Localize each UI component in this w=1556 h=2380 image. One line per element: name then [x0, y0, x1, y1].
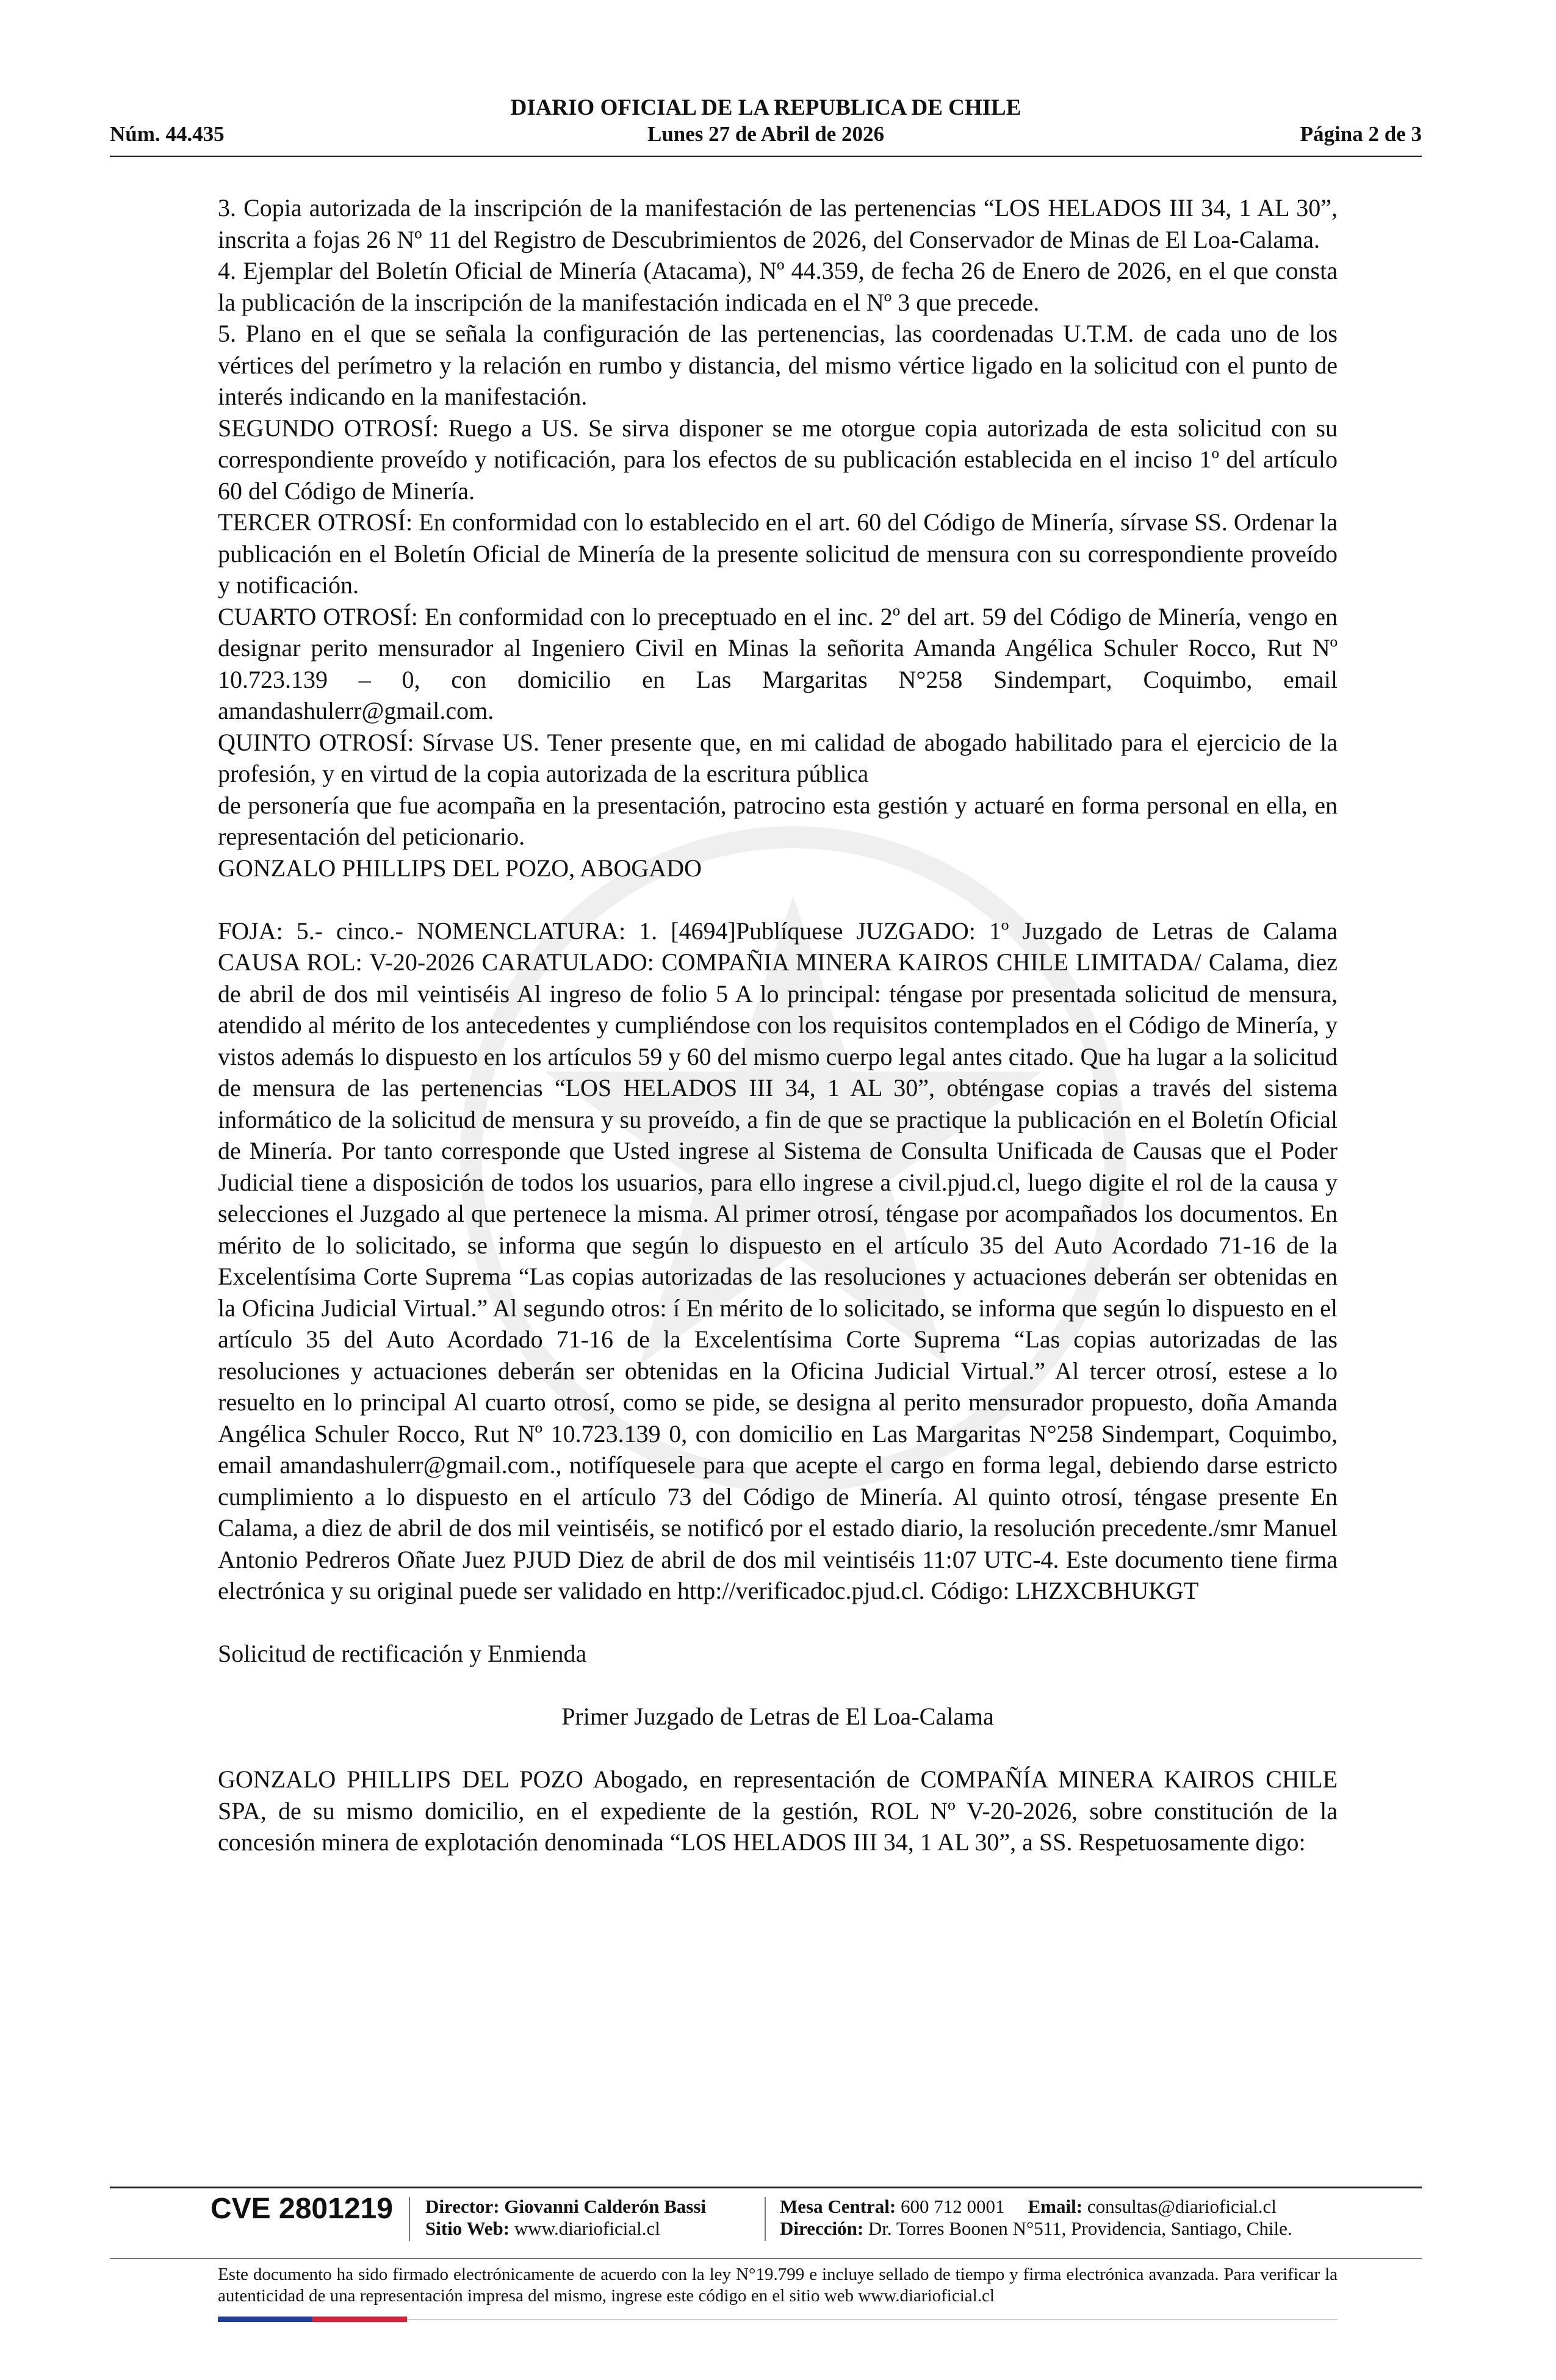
footer-director-block: [425, 2196, 706, 2240]
mesa-phone: 600 712 0001: [901, 2196, 1005, 2217]
website-link[interactable]: www.diarioficial.cl: [514, 2218, 660, 2239]
header-divider: [110, 156, 1422, 157]
page-indicator: Página 2 de 3: [1300, 122, 1422, 146]
email-label: Email:: [1028, 2196, 1083, 2217]
paragraph-item-5: 5. Plano en el que se señala la configuración de las pertenencias, las coordenadas U.T.M. de cada uno de los vértices del perímetro y la relación en rumbo y distancia, del mismo vértice ligado en la solicitud con el punto de interés indicando en la manifestación.: [218, 320, 1338, 410]
address-label: Dirección:: [780, 2218, 864, 2239]
mesa-label: Mesa Central:: [780, 2196, 896, 2217]
issue-date: Lunes 27 de Abril de 2026: [647, 122, 884, 146]
signature-line: GONZALO PHILLIPS DEL POZO, ABOGADO: [218, 854, 702, 882]
header-row: [110, 122, 1422, 153]
paragraph-personeria: de personería que fue acompaña en la presentación, patrocino esta gestión y actuaré en forma personal en ella, en representación del peticionario.: [218, 791, 1338, 850]
director-name: Giovanni Calderón Bassi: [504, 2196, 707, 2217]
footer-contact-block: [780, 2196, 1292, 2240]
footer-divider: [110, 2187, 1422, 2188]
email-link[interactable]: consultas@diarioficial.cl: [1087, 2196, 1277, 2217]
paragraph-cuarto-otrosi: CUARTO OTROSÍ: En conformidad con lo preceptuado en el inc. 2º del art. 59 del Código de Minería, vengo en designar perito mensurador al Ingeniero Civil en Minas la señorita Amanda Angélica Schuler Rocco, Rut Nº 10.723.139 – 0, con domicilio en Las Margaritas N°258 Sindempart, Coquimbo, email amandashulerr@gmail.com.: [218, 602, 1338, 724]
court-name: Primer Juzgado de Letras de El Loa-Calama: [561, 1703, 994, 1730]
newspaper-title: DIARIO OFICIAL DE LA REPUBLICA DE CHILE: [510, 95, 1021, 120]
issue-number: Núm. 44.435: [110, 122, 225, 146]
cve-code: CVE 2801219: [211, 2193, 393, 2225]
footer-separator: [409, 2197, 410, 2241]
footer-separator: [765, 2197, 766, 2241]
paragraph-tercer-otrosi: TERCER OTROSÍ: En conformidad con lo establecido en el art. 60 del Código de Minería, sírvase SS. Ordenar la publicación en el Boletín Oficial de Minería de la presente solicitud de mensura con su correspondiente proveído y notificación.: [218, 508, 1338, 599]
chile-flag-bar: [218, 2317, 407, 2322]
document-body: [218, 192, 1338, 1858]
paragraph-item-4: 4. Ejemplar del Boletín Oficial de Minería (Atacama), Nº 44.359, de fecha 26 de Enero de 2026, en el que consta la publicación de la inscripción de la manifestación indicada en el Nº 3 que precede.: [218, 257, 1338, 316]
address-value: Dr. Torres Boonen N°511, Providencia, Santiago, Chile.: [868, 2218, 1292, 2239]
paragraph-item-3: 3. Copia autorizada de la inscripción de la manifestación de las pertenencias “LOS HELADOS III 34, 1 AL 30”, inscrita a fojas 26 Nº 11 del Registro de Descubrimientos de 2026, del Conservador de Minas de El Loa-Calama.: [218, 194, 1338, 253]
page-header: [110, 95, 1422, 156]
paragraph-segundo-otrosi: SEGUNDO OTROSÍ: Ruego a US. Se sirva disponer se me otorgue copia autorizada de esta solicitud con su correspondiente proveído y notificación, para los efectos de su publicación establecida en el inciso 1º del artículo 60 del Código de Minería.: [218, 414, 1338, 505]
section-title-rectificacion: Solicitud de rectificación y Enmienda: [218, 1640, 587, 1667]
paragraph-petition: GONZALO PHILLIPS DEL POZO Abogado, en representación de COMPAÑÍA MINERA KAIROS CHILE SPA, de su mismo domicilio, en el expediente de la gestión, ROL Nº V-20-2026, sobre constitución de la concesión minera de explotación denominada “LOS HELADOS III 34, 1 AL 30”, a SS. Respetuosamente digo:: [218, 1765, 1338, 1856]
flag-red-segment: [312, 2317, 407, 2322]
flag-blue-segment: [218, 2317, 312, 2322]
website-label: Sitio Web:: [425, 2218, 510, 2239]
legal-notice: Este documento ha sido firmado electrónicamente de acuerdo con la ley N°19.799 e incluye sellado de tiempo y firma electrónica avanzada. Para verificar la autenticidad de una representación impresa del mismo, ingrese este código en el sitio web www.diarioficial.cl: [218, 2265, 1338, 2306]
paragraph-quinto-otrosi: QUINTO OTROSÍ: Sírvase US. Tener presente que, en mi calidad de abogado habilitado para el ejercicio de la profesión, y en virtud de la copia autorizada de la escritura pública: [218, 728, 1338, 787]
director-label: Director:: [425, 2196, 500, 2217]
footer-divider-thin: [110, 2258, 1422, 2259]
paragraph-resolution: FOJA: 5.- cinco.- NOMENCLATURA: 1. [4694]Publíquese JUZGADO: 1º Juzgado de Letras de Calama CAUSA ROL: V-20-2026 CARATULADO: COMPAÑIA MINERA KAIROS CHILE LIMITADA/ Calama, diez de abril de dos mil veintiséis Al ingreso de folio 5 A lo principal: téngase por presentada solicitud de mensura, atendido al mérito de los antecedentes y cumpliéndose con los requisitos contemplados en el Código de Minería, y vistos además lo dispuesto en los artículos 59 y 60 del mismo cuerpo legal antes citado. Que ha lugar a la solicitud de mensura de las pertenencias “LOS HELADOS III 34, 1 AL 30”, obténgase copias a través del sistema informático de la solicitud de mensura y su proveído, a fin de que se practique la publicación en el Boletín Oficial de Minería. Por tanto corresponde que Usted ingrese al Sistema de Consulta Unificada de Causas que el Poder Judicial tiene a disposición de todos los usuarios, para ello ingrese a civil.pjud.cl, luego digite el rol de la causa y selecciones el Juzgado al que pertenece la misma. Al primer otrosí, téngase por acompañados los documentos. En mérito de lo solicitado, se informa que según lo dispuesto en el artículo 35 del Auto Acordado 71-16 de la Excelentísima Corte Suprema “Las copias autorizadas de las resoluciones y actuaciones deberán ser obtenidas en la Oficina Judicial Virtual.” Al segundo otros: í En mérito de lo solicitado, se informa que según lo dispuesto en el artículo 35 del Auto Acordado 71-16 de la Excelentísima Corte Suprema “Las copias autorizadas de las resoluciones y actuaciones deberán ser obtenidas en la Oficina Judicial Virtual.” Al tercer otrosí, estese a lo resuelto en lo principal Al cuarto otrosí, como se pide, se designa al perito mensurador propuesto, doña Amanda Angélica Schuler Rocco, Rut Nº 10.723.139 0, con domicilio en Las Margaritas N°258 Sindempart, Coquimbo, email amandashulerr@gmail.com., notifíquesele para que acepte el cargo en forma legal, debiendo darse estricto cumplimiento a lo dispuesto en el artículo 73 del Código de Minería. Al quinto otrosí, téngase presente En Calama, a diez de abril de dos mil veintiséis, se notificó por el estado diario, la resolución precedente./smr Manuel Antonio Pedreros Oñate Juez PJUD Diez de abril de dos mil veintiséis 11:07 UTC-4. Este documento tiene firma electrónica y su original puede ser validado en http://verificadoc.pjud.cl. Código: LHZXCBHUKGT: [218, 917, 1338, 1604]
footer-bottom-line: [407, 2319, 1338, 2320]
